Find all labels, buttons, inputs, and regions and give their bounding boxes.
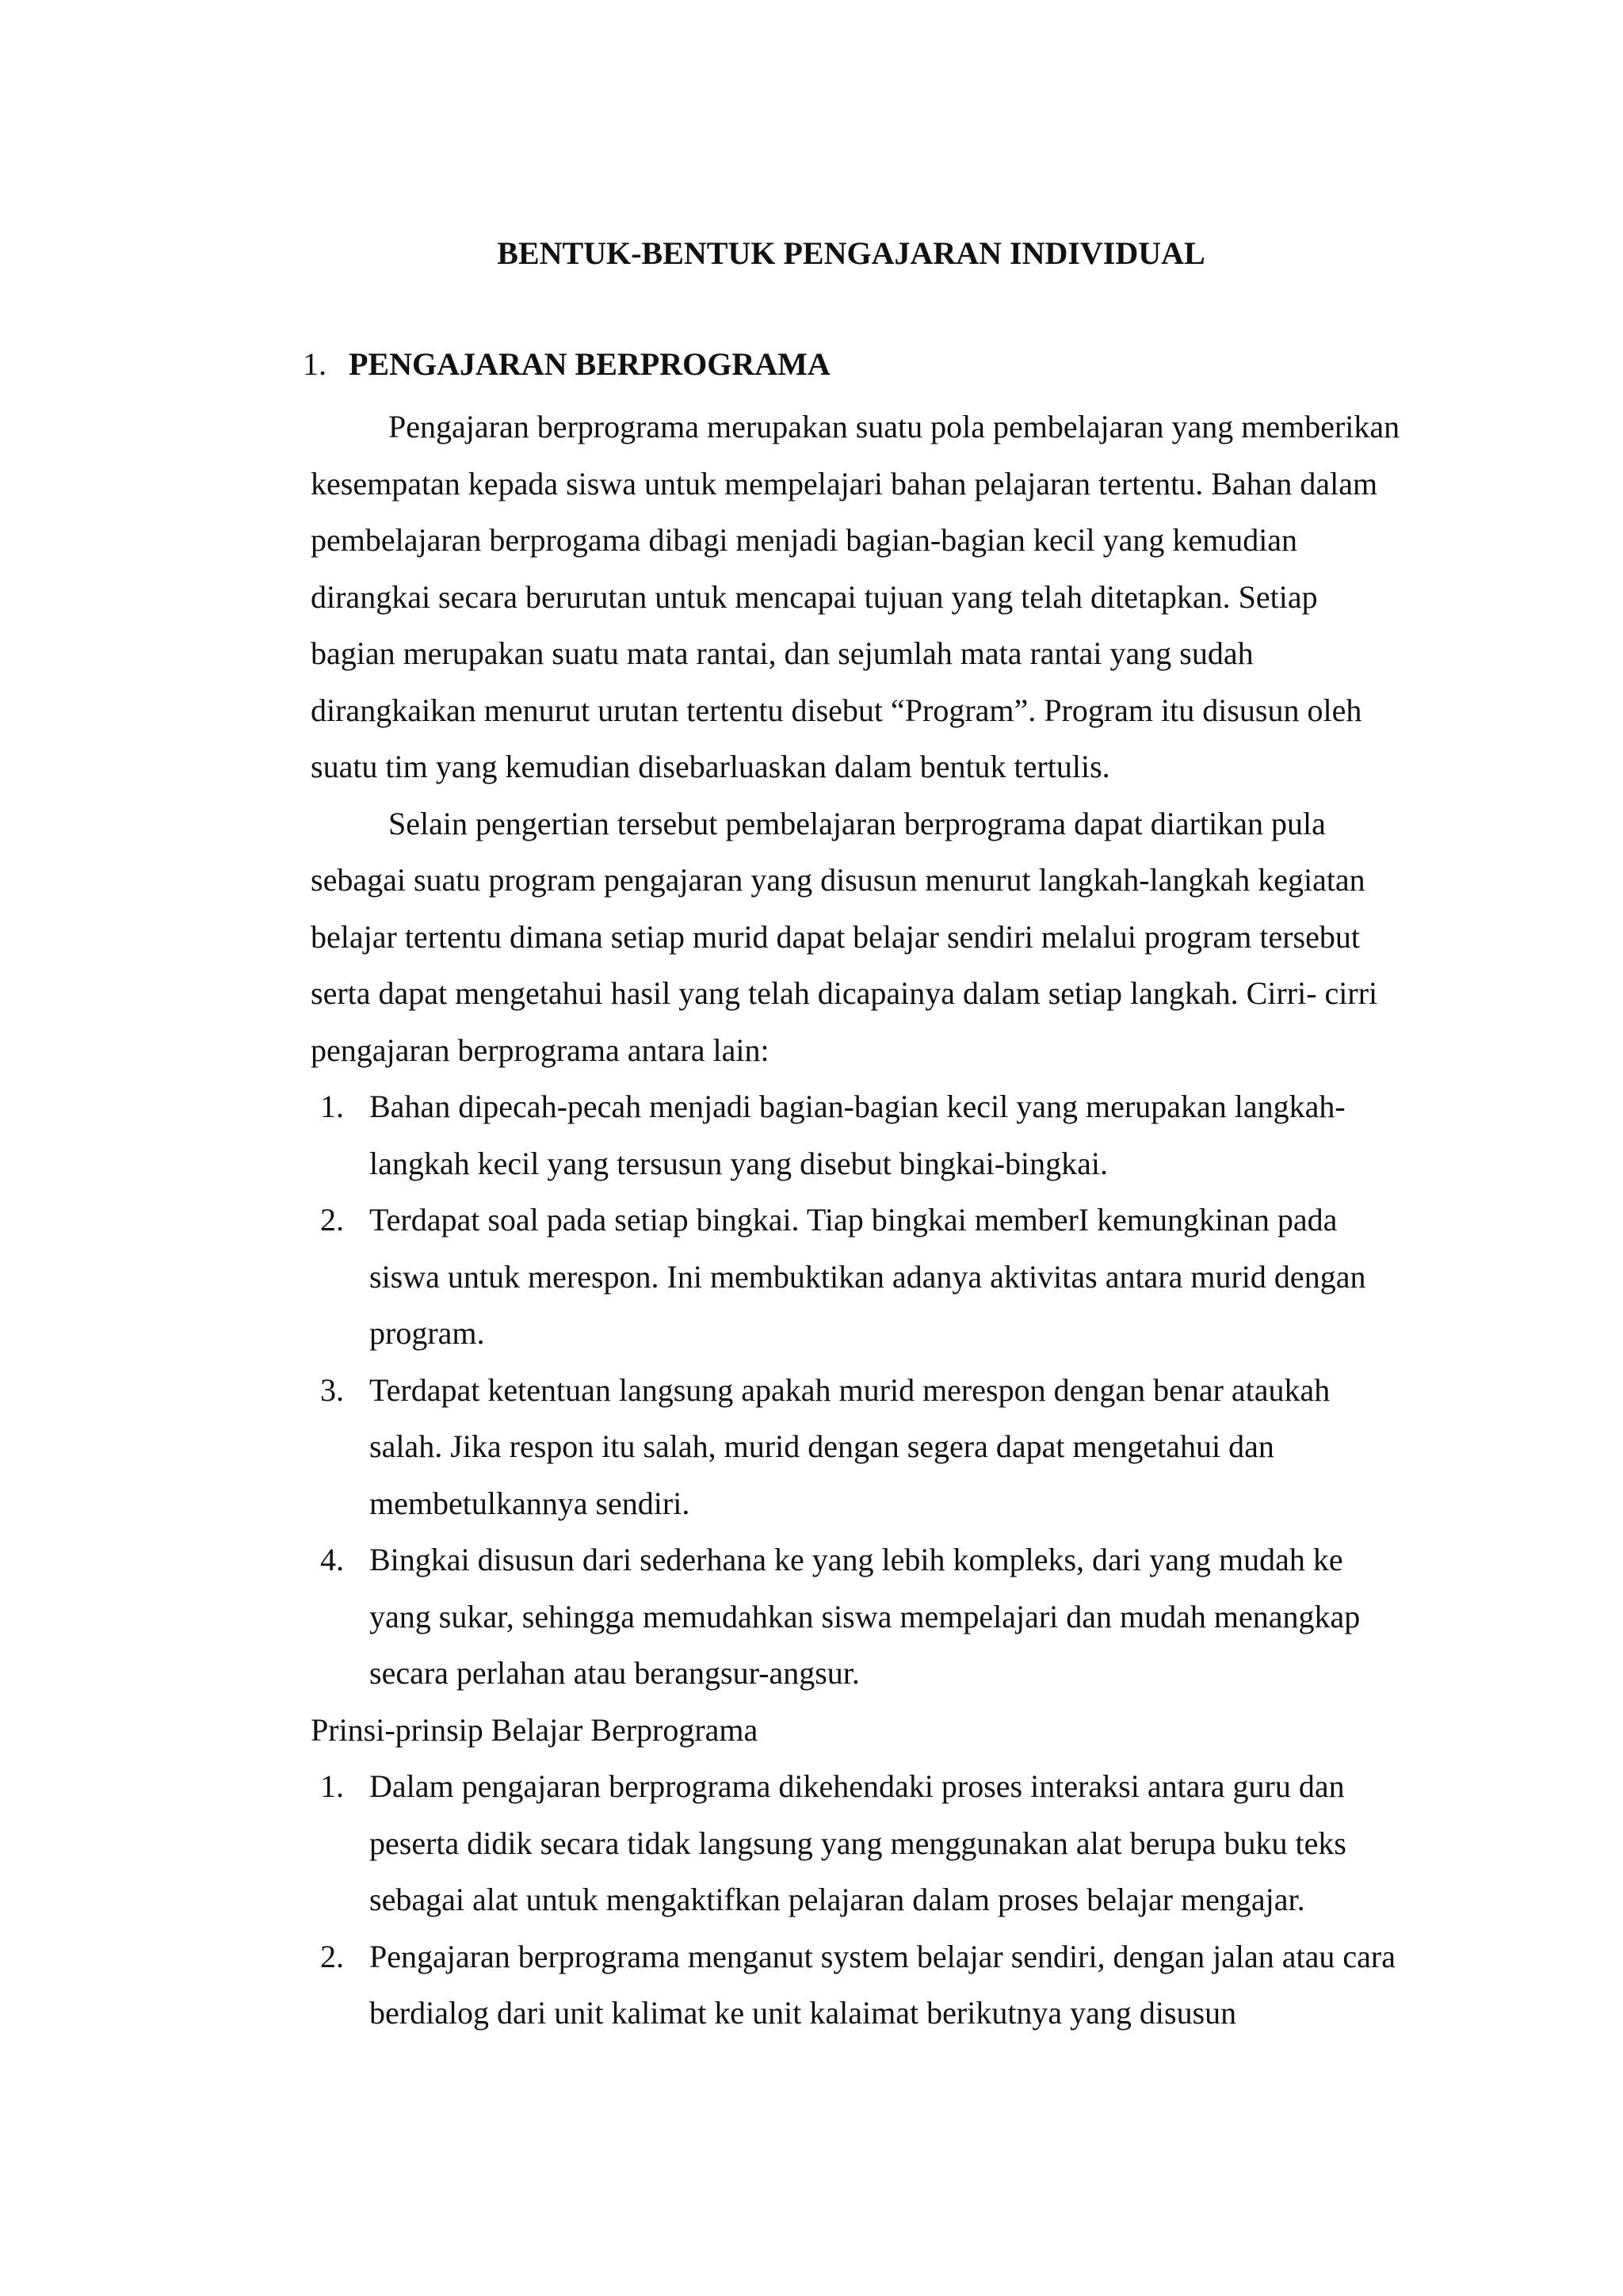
paragraph: Selain pengertian tersebut pembelajaran berprograma dapat diartikan pula sebagai suatu program pengajaran yang disusun menurut langkah-langkah kegiatan belajar tertentu dimana setiap murid dapat belajar sendiri melalui program tersebut serta dapat mengetahui hasil yang telah dicapainya dalam setiap langkah. Cirri- cirri pengajaran berprograma antara lain: bbox=[311, 805, 1378, 1068]
list-item-text: Terdapat ketentuan langsung apakah murid merespon dengan benar ataukah salah. Jika respon itu salah, murid dengan segera dapat mengetahui dan membetulkannya sendiri. bbox=[369, 1371, 1331, 1521]
section-heading bbox=[303, 342, 831, 387]
paragraph: Pengajaran berprograma merupakan suatu pola pembelajaran yang memberikan kesempatan kepada siswa untuk mempelajari bahan pelajaran tertentu. Bahan dalam pembelajaran berprogama dibagi menjadi bagian-bagian kecil yang kemudian dirangkai secara berurutan untuk mencapai tujuan yang telah ditetapkan. Setiap bagian merupakan suatu mata rantai, dan sejumlah mata rantai yang sudah dirangkaikan menurut urutan tertentu disebut “Program”. Program itu disusun oleh suatu tim yang kemudian disebarluaskan dalam bentuk tertulis. bbox=[311, 409, 1400, 784]
list-item-text: Dalam pengajaran berprograma dikehendaki proses interaksi antara guru dan peserta didik secara tidak langsung yang menggunakan alat berupa buku teks sebagai alat untuk mengaktifkan pelajaran dalam proses belajar mengajar. bbox=[369, 1768, 1346, 1917]
list-marker: 1. bbox=[320, 1768, 344, 1804]
principles-list bbox=[311, 1758, 1404, 2042]
list-item-text: Bingkai disusun dari sederhana ke yang lebih kompleks, dari yang mudah ke yang sukar, sehingga memudahkan siswa mempelajari dan mudah menangkap secara perlahan atau berangsur-angsur. bbox=[369, 1542, 1361, 1691]
principles-heading: Prinsi-prinsip Belajar Berprograma bbox=[311, 1711, 758, 1748]
list-marker: 3. bbox=[320, 1371, 344, 1408]
list-item bbox=[311, 1362, 1404, 1532]
list-item-text: Bahan dipecah-pecah menjadi bagian-bagian kecil yang merupakan langkah-langkah kecil yang tersusun yang disebut bingkai-bingkai. bbox=[369, 1089, 1346, 1181]
list-marker: 4. bbox=[320, 1542, 344, 1577]
characteristics-list bbox=[311, 1078, 1404, 1702]
list-marker: 2. bbox=[320, 1202, 344, 1238]
list-item-text: Pengajaran berprograma menganut system belajar sendiri, dengan jalan atau cara berdialog dari unit kalimat ke unit kalaimat berikutnya yang disusun bbox=[369, 1938, 1396, 2031]
page-title: BENTUK-BENTUK PENGAJARAN INDIVIDUAL bbox=[497, 235, 1205, 271]
list-item bbox=[311, 1192, 1404, 1362]
list-marker: 2. bbox=[320, 1938, 344, 1974]
list-item bbox=[311, 1928, 1404, 2042]
list-marker: 1. bbox=[320, 1089, 344, 1124]
list-item-text: Terdapat soal pada setiap bingkai. Tiap bingkai memberI kemungkinan pada siswa untuk merespon. Ini membuktikan adanya aktivitas antara murid dengan program. bbox=[369, 1202, 1366, 1351]
body-text bbox=[311, 399, 1404, 2042]
section-number: 1. bbox=[303, 346, 327, 382]
list-item bbox=[311, 1078, 1404, 1192]
list-item bbox=[311, 1531, 1404, 1702]
section-heading-text: PENGAJARAN BERPROGRAMA bbox=[349, 346, 831, 382]
list-item bbox=[311, 1758, 1404, 1928]
